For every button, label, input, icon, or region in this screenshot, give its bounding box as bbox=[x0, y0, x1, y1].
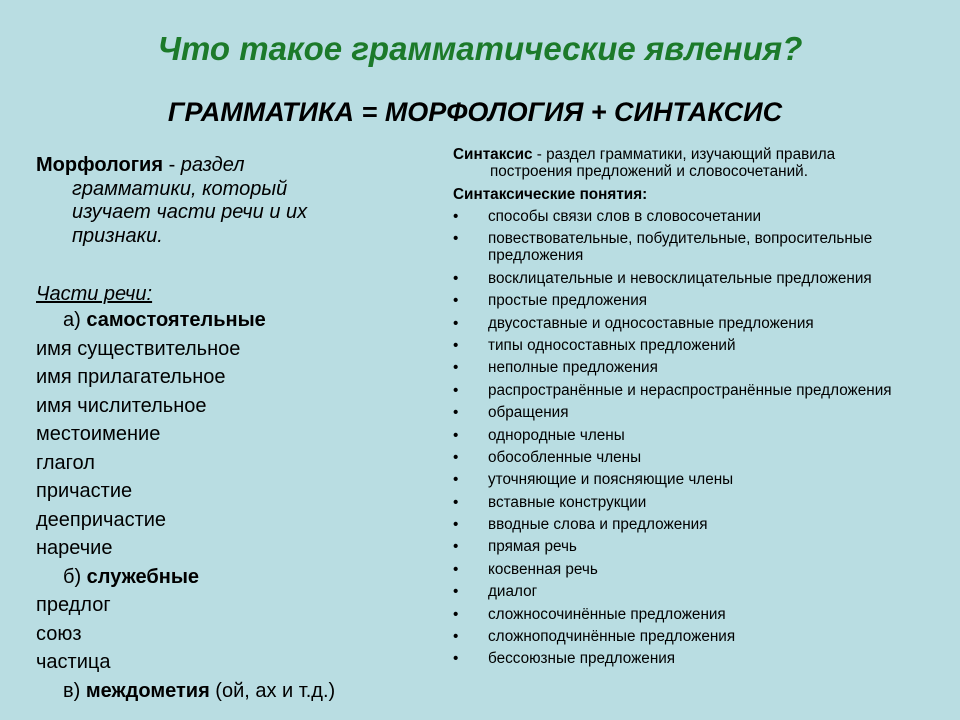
pos-group-prefix: а) bbox=[63, 309, 87, 331]
syntax-concept-item bbox=[453, 449, 933, 466]
syntax-concept-text: диалог bbox=[488, 583, 538, 601]
part-of-speech-item: деепричастие bbox=[36, 508, 167, 531]
bullet-icon: • bbox=[453, 359, 459, 377]
pos-group-name: самостоятельные bbox=[86, 309, 266, 331]
syntax-concept-text: простые предложения bbox=[488, 292, 648, 310]
bullet-icon: • bbox=[453, 516, 459, 534]
morphology-term: Морфология bbox=[36, 154, 164, 176]
syntax-concept-text: сложноподчинённые предложения bbox=[488, 628, 736, 646]
syntax-concept-text: повествовательные, побудительные, вопросительные предложения bbox=[488, 230, 873, 265]
morphology-definition-line-3: изучает части речи и их bbox=[72, 201, 308, 223]
syntax-concept-item bbox=[453, 382, 933, 399]
syntax-concept-item bbox=[453, 427, 933, 444]
part-of-speech-item: имя числительное bbox=[36, 394, 207, 417]
slide-title: Что такое грамматические явления? bbox=[157, 30, 803, 67]
morphology-definition-line-1: раздел bbox=[180, 154, 245, 176]
syntax-concept-text: однородные члены bbox=[488, 426, 625, 444]
bullet-icon: • bbox=[453, 628, 459, 646]
syntax-concept-text: неполные предложения bbox=[488, 359, 658, 377]
syntax-concept-text: способы связи слов в словосочетании bbox=[488, 208, 762, 225]
bullet-icon: • bbox=[453, 381, 459, 399]
syntax-concept-item bbox=[453, 561, 933, 578]
bullet-icon: • bbox=[453, 650, 459, 668]
part-of-speech-item: причастие bbox=[36, 480, 133, 502]
syntax-concept-text: восклицательные и невосклицательные предложения bbox=[488, 269, 872, 287]
syntax-concept-item bbox=[453, 359, 933, 376]
morphology-definition-line-4: признаки. bbox=[72, 224, 163, 247]
bullet-icon: • bbox=[453, 336, 459, 354]
morphology-definition-line-2: грамматики, который bbox=[72, 177, 288, 200]
bullet-icon: • bbox=[453, 404, 459, 422]
syntax-definition bbox=[453, 146, 933, 180]
syntax-concept-text: уточняющие и поясняющие члены bbox=[488, 471, 734, 489]
syntax-concept-text: обращения bbox=[488, 404, 569, 422]
part-of-speech-item: местоимение bbox=[36, 423, 161, 445]
pos-group-prefix: в) bbox=[63, 679, 86, 702]
syntax-concept-text: вставные конструкции bbox=[488, 493, 647, 511]
part-of-speech-item: наречие bbox=[36, 537, 113, 559]
morphology-dash: - bbox=[163, 154, 181, 176]
syntax-concept-item bbox=[453, 606, 933, 623]
part-of-speech-item: имя прилагательное bbox=[36, 366, 226, 388]
syntax-column bbox=[453, 146, 933, 673]
syntax-definition-line-1: - раздел грамматики, изучающий правила bbox=[532, 146, 836, 163]
part-of-speech-item: предлог bbox=[36, 594, 111, 616]
bullet-icon: • bbox=[453, 314, 459, 332]
syntax-term: Синтаксис bbox=[453, 146, 533, 163]
pos-group-prefix: б) bbox=[63, 565, 87, 588]
parts-of-speech-groups bbox=[36, 306, 436, 705]
bullet-icon: • bbox=[453, 538, 459, 556]
bullet-icon: • bbox=[453, 583, 459, 601]
syntax-concept-text: сложносочинённые предложения bbox=[488, 605, 726, 623]
syntax-concept-item bbox=[453, 628, 933, 645]
syntax-concept-text: косвенная речь bbox=[488, 560, 598, 578]
syntax-concept-item bbox=[453, 471, 933, 488]
part-of-speech-item: частица bbox=[36, 651, 111, 673]
syntax-definition-line-2: построения предложений и словосочетаний. bbox=[490, 163, 808, 180]
syntax-concepts-heading: Синтаксические понятия: bbox=[453, 186, 648, 203]
bullet-icon: • bbox=[453, 269, 459, 287]
pos-group-label bbox=[36, 306, 436, 335]
syntax-concept-text: прямая речь bbox=[488, 538, 577, 556]
syntax-concept-item bbox=[453, 404, 933, 421]
syntax-concept-text: распространённые и нераспространённые предложения bbox=[488, 381, 892, 399]
bullet-icon: • bbox=[453, 448, 459, 466]
syntax-concept-text: бессоюзные предложения bbox=[488, 650, 676, 668]
morphology-column bbox=[36, 154, 436, 705]
syntax-concept-item bbox=[453, 208, 933, 225]
pos-group-name: служебные bbox=[86, 565, 200, 588]
bullet-icon: • bbox=[453, 471, 459, 489]
syntax-concept-item bbox=[453, 315, 933, 332]
syntax-concept-item bbox=[453, 337, 933, 354]
part-of-speech-item: союз bbox=[36, 622, 82, 645]
pos-group-suffix: (ой, ах и т.д.) bbox=[209, 679, 336, 702]
syntax-concept-item bbox=[453, 650, 933, 667]
syntax-concept-text: обособленные члены bbox=[488, 448, 642, 466]
part-of-speech-item: имя существительное bbox=[36, 337, 241, 360]
pos-group-name: междометия bbox=[85, 679, 210, 702]
syntax-concept-text: двусоставные и односоставные предложения bbox=[488, 314, 814, 332]
syntax-concept-item bbox=[453, 583, 933, 600]
spacer bbox=[36, 248, 436, 282]
syntax-concept-item bbox=[453, 270, 933, 287]
bullet-icon: • bbox=[453, 605, 459, 623]
bullet-icon: • bbox=[453, 426, 459, 444]
bullet-icon: • bbox=[453, 560, 459, 578]
bullet-icon: • bbox=[453, 292, 459, 310]
parts-of-speech-heading: Части речи: bbox=[36, 283, 153, 305]
bullet-icon: • bbox=[453, 230, 459, 248]
syntax-concept-text: типы односоставных предложений bbox=[488, 336, 736, 354]
bullet-icon: • bbox=[453, 208, 459, 225]
syntax-concept-item bbox=[453, 292, 933, 309]
syntax-concept-item bbox=[453, 494, 933, 511]
syntax-concept-item bbox=[453, 538, 933, 555]
bullet-icon: • bbox=[453, 493, 459, 511]
syntax-concepts-list bbox=[453, 208, 933, 667]
pos-group-label bbox=[36, 563, 436, 592]
slide-subtitle: ГРАММАТИКА = МОРФОЛОГИЯ + СИНТАКСИС bbox=[167, 97, 783, 127]
syntax-concept-item bbox=[453, 230, 933, 264]
pos-group-label bbox=[36, 677, 436, 706]
syntax-concept-text: вводные слова и предложения bbox=[488, 516, 708, 534]
part-of-speech-item: глагол bbox=[36, 451, 95, 474]
morphology-definition bbox=[36, 154, 436, 248]
syntax-concept-item bbox=[453, 516, 933, 533]
